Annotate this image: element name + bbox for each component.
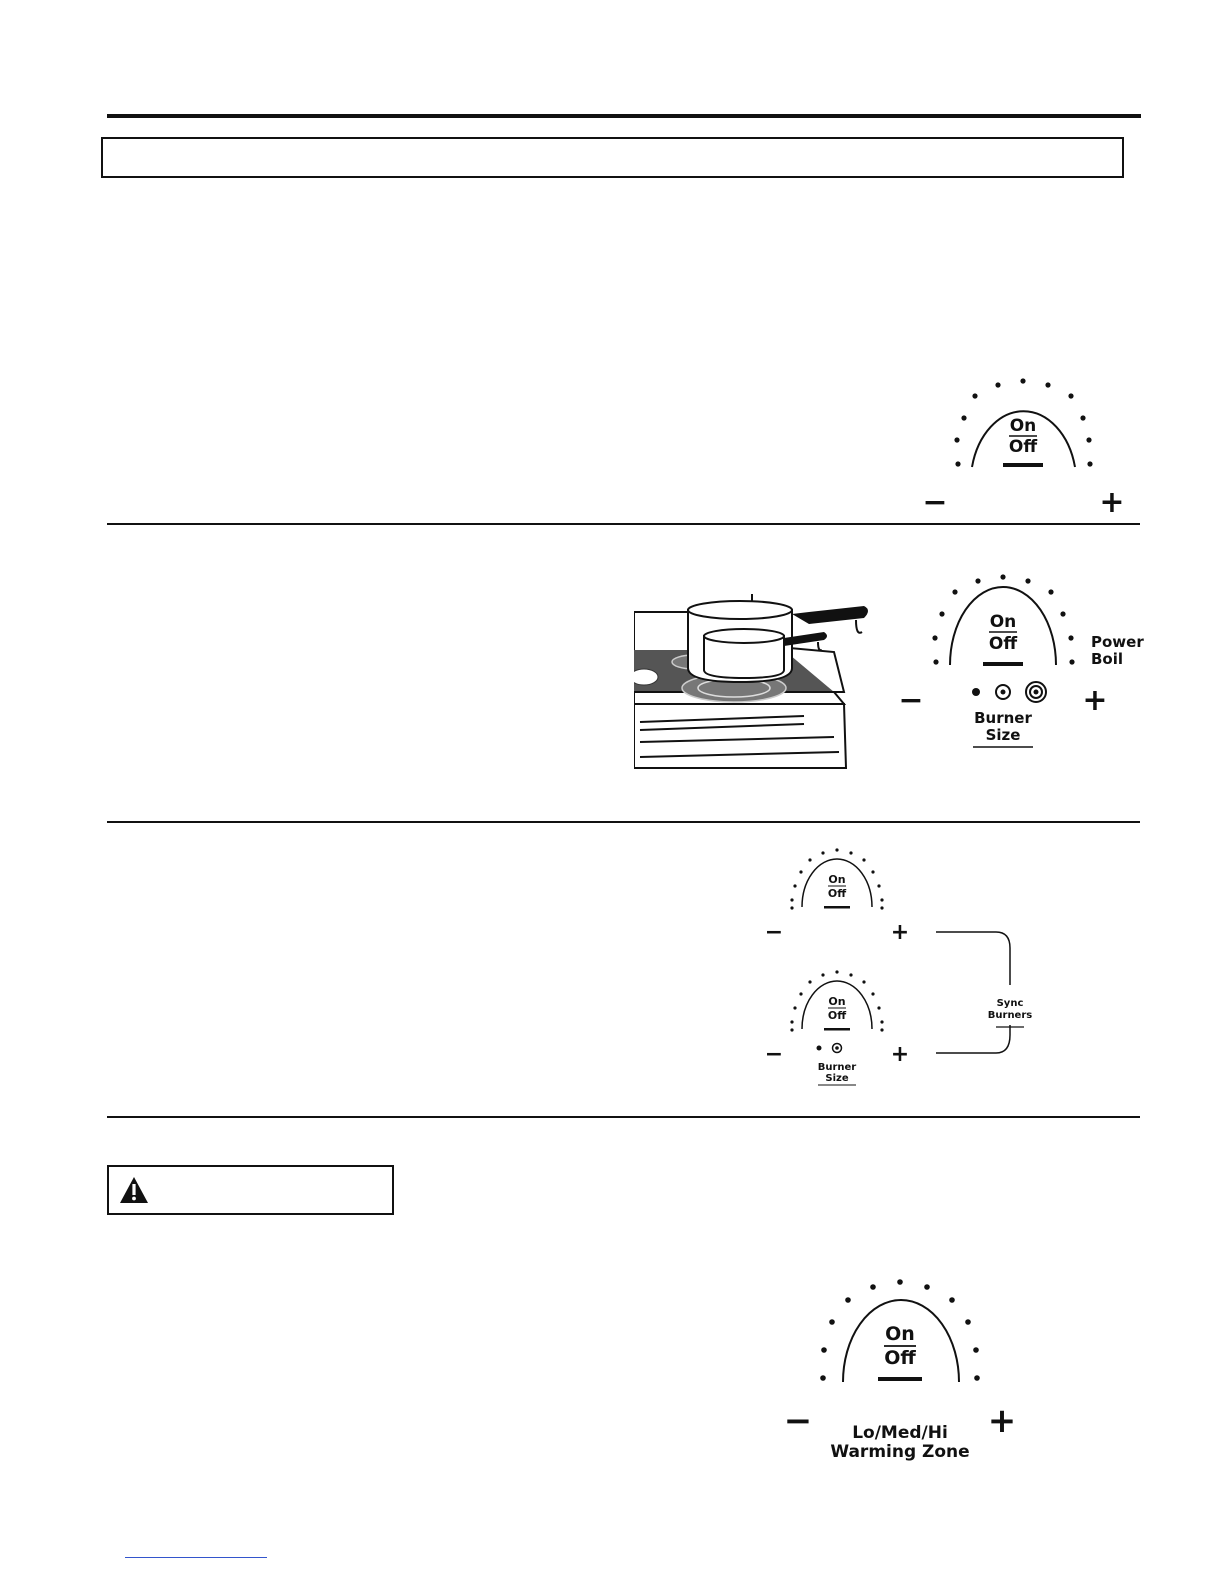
- page-top-rule: [107, 114, 1141, 118]
- footer-link-underline[interactable]: [125, 1557, 267, 1558]
- dial4-plus: +: [987, 1401, 1017, 1441]
- section-title-box: [101, 137, 1124, 178]
- dial2-minus: −: [898, 683, 924, 718]
- sync-top-minus: −: [764, 920, 784, 945]
- dial1-on: On: [1009, 416, 1037, 436]
- sync-bottom-off: Off: [827, 1009, 847, 1022]
- sync-burner-label: Burner: [817, 1062, 857, 1073]
- sync-top-on: On: [828, 873, 846, 886]
- warning-box: [107, 1165, 394, 1215]
- dial4-lo-med-hi-label: Lo/Med/Hi: [852, 1423, 948, 1443]
- sync-burners-label-1: Sync: [996, 998, 1024, 1009]
- dial4-minus: −: [783, 1401, 813, 1441]
- section-divider-2: [107, 821, 1140, 823]
- dial1-minus: −: [922, 485, 948, 520]
- section-divider-1: [107, 523, 1140, 525]
- dial4-off: Off: [884, 1347, 916, 1369]
- sync-size-label: Size: [825, 1073, 849, 1084]
- dial2-power-label: Power: [1091, 633, 1144, 651]
- dial4-warming-zone-label: Warming Zone: [830, 1442, 970, 1462]
- sync-bottom-on: On: [828, 995, 846, 1008]
- sync-dial-bottom: [765, 970, 909, 1085]
- cooktop-pan-illustration: [634, 592, 874, 774]
- sync-top-off: Off: [827, 887, 847, 900]
- dial-figure-1: [915, 372, 1135, 520]
- sync-bottom-plus: +: [890, 1042, 910, 1067]
- sync-dial-top: [765, 848, 909, 945]
- dial1-plus: +: [1099, 485, 1125, 520]
- sync-bottom-minus: −: [764, 1042, 784, 1067]
- dial4-on: On: [885, 1323, 915, 1345]
- dial1-off: Off: [1008, 437, 1038, 457]
- sync-burners-label-2: Burners: [987, 1010, 1033, 1021]
- burner-size-icons: [972, 682, 1046, 702]
- dial2-size-label: Size: [985, 726, 1021, 744]
- sync-top-plus: +: [890, 920, 910, 945]
- dial2-plus: +: [1082, 683, 1108, 718]
- section-divider-3: [107, 1116, 1140, 1118]
- dial2-boil-label: Boil: [1091, 650, 1124, 668]
- dial-figure-3-sync: [760, 845, 1040, 1090]
- dial-figure-2: [895, 568, 1145, 753]
- dial2-off: Off: [988, 634, 1018, 654]
- dial-figure-4-warming-zone: [776, 1274, 1026, 1469]
- dial2-on: On: [989, 612, 1017, 632]
- dial2-burner-label: Burner: [974, 709, 1032, 727]
- warning-triangle-icon: [119, 1176, 149, 1204]
